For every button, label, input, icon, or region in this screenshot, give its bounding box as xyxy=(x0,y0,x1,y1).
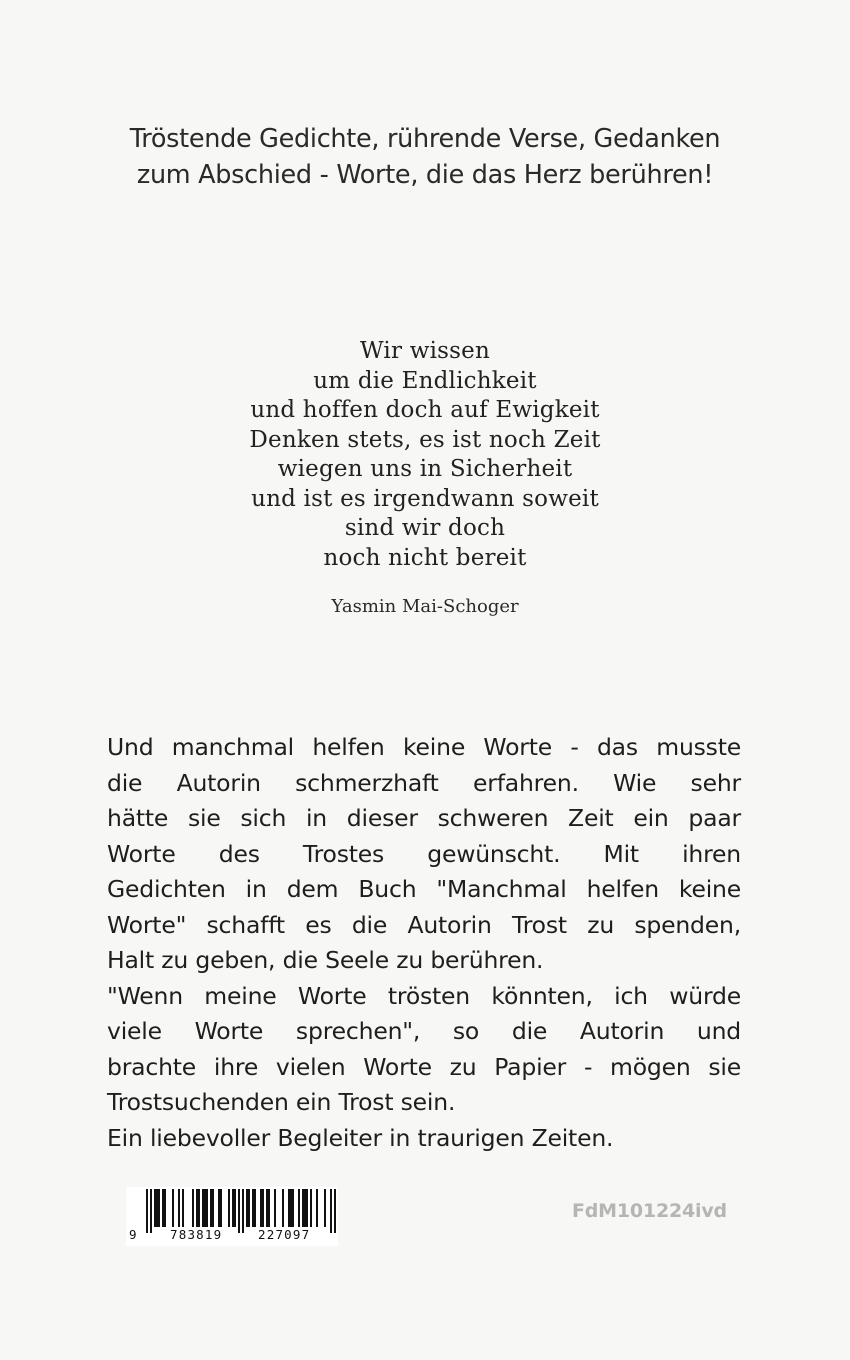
barcode-bar xyxy=(292,1189,294,1227)
barcode-bar xyxy=(252,1189,254,1227)
barcode-bar xyxy=(164,1189,166,1227)
barcode-bar xyxy=(246,1189,248,1227)
barcode-bar xyxy=(182,1189,184,1227)
barcode-bar xyxy=(192,1189,194,1227)
barcode-bar xyxy=(156,1189,158,1227)
poem-line: sind wir doch xyxy=(344,515,506,541)
barcode-bar xyxy=(262,1189,264,1227)
barcode-bar xyxy=(212,1189,214,1227)
barcode-bar xyxy=(158,1189,160,1227)
barcode-bar xyxy=(306,1189,308,1227)
barcode-bar xyxy=(260,1189,262,1227)
barcode-bar xyxy=(198,1189,200,1227)
isbn-barcode xyxy=(126,1187,338,1246)
poem-line: um die Endlichkeit xyxy=(313,367,537,394)
barcode-digits-left: 783819 xyxy=(170,1227,223,1242)
barcode-bar xyxy=(220,1189,222,1227)
barcode-bar xyxy=(162,1189,164,1227)
barcode-bar xyxy=(238,1189,240,1233)
poem-line: Denken stets, es ist noch Zeit xyxy=(249,426,601,453)
barcode-bar xyxy=(242,1189,244,1233)
print-code: FdM101224ivd xyxy=(572,1200,727,1222)
barcode-bar xyxy=(310,1189,312,1227)
barcode-bar xyxy=(196,1189,198,1227)
poem-line: wiegen uns in Sicherheit xyxy=(277,456,573,482)
barcode-bar xyxy=(268,1189,270,1227)
description-line: Gedichten in dem Buch "Manchmal helfen keine xyxy=(107,875,741,903)
description-line: "Wenn meine Worte trösten könnten, ich würde xyxy=(107,981,741,1010)
barcode-bar xyxy=(228,1189,230,1227)
description-line: brachte ihre vielen Worte zu Papier - mögen sie xyxy=(107,1052,741,1081)
description-line: Worte des Trostes gewünscht. Mit ihren xyxy=(107,839,741,868)
barcode-digit-first: 9 xyxy=(129,1227,137,1242)
barcode-bar xyxy=(178,1189,180,1227)
barcode-bar xyxy=(172,1189,174,1227)
description-line: die Autorin schmerzhaft erfahren. Wie sehr xyxy=(107,768,741,797)
barcode-bar xyxy=(266,1189,268,1227)
description-line: Worte" schafft es die Autorin Trost zu spenden, xyxy=(107,910,741,939)
barcode-bar xyxy=(150,1189,152,1233)
barcode-bar xyxy=(146,1189,148,1233)
tagline-line-1: Tröstende Gedichte, rührende Verse, Gedanken xyxy=(129,124,721,154)
tagline-line-2: zum Abschied - Worte, die das Herz berühren! xyxy=(136,160,714,190)
barcode-bar xyxy=(248,1189,250,1227)
barcode-bar xyxy=(254,1189,256,1227)
poem-line: und ist es irgendwann soweit xyxy=(251,485,599,512)
barcode-graphic xyxy=(126,1187,338,1246)
barcode-bar xyxy=(304,1189,306,1227)
description-line: hätte sie sich in dieser schweren Zeit ein paar xyxy=(107,804,741,832)
barcode-bar xyxy=(210,1189,212,1227)
barcode-bar xyxy=(324,1189,326,1227)
poem-line: Wir wissen xyxy=(360,338,490,364)
book-description xyxy=(107,730,741,1156)
poem-line: noch nicht bereit xyxy=(323,544,527,571)
description-line: Halt zu geben, die Seele zu berühren. xyxy=(107,946,544,974)
barcode-bar xyxy=(204,1189,206,1227)
barcode-bar xyxy=(218,1189,220,1227)
description-line: Ein liebevoller Begleiter in traurigen Zeiten. xyxy=(107,1123,614,1152)
barcode-bar xyxy=(274,1189,276,1227)
barcode-bar xyxy=(154,1189,156,1227)
barcode-bar xyxy=(316,1189,318,1227)
barcode-bar xyxy=(234,1189,236,1227)
barcode-bar xyxy=(206,1189,208,1227)
barcode-bar xyxy=(288,1189,290,1227)
barcode-bar xyxy=(232,1189,234,1227)
description-line: Trostsuchenden ein Trost sein. xyxy=(107,1088,456,1116)
barcode-digits-right: 227097 xyxy=(258,1227,311,1242)
description-line: Und manchmal helfen keine Worte - das musste xyxy=(107,733,741,761)
poem-author: Yasmin Mai-Schoger xyxy=(331,596,519,617)
barcode-bar xyxy=(290,1189,292,1227)
barcode-bar xyxy=(298,1189,300,1227)
poem-line: und hoffen doch auf Ewigkeit xyxy=(250,397,600,423)
barcode-bar xyxy=(202,1189,204,1227)
description-line: viele Worte sprechen", so die Autorin und xyxy=(107,1017,741,1045)
barcode-bar xyxy=(334,1189,336,1233)
barcode-bar xyxy=(282,1189,284,1227)
barcode-bar xyxy=(330,1189,332,1233)
back-cover-tagline xyxy=(0,121,850,193)
poem xyxy=(0,337,850,573)
barcode-bar xyxy=(302,1189,304,1227)
